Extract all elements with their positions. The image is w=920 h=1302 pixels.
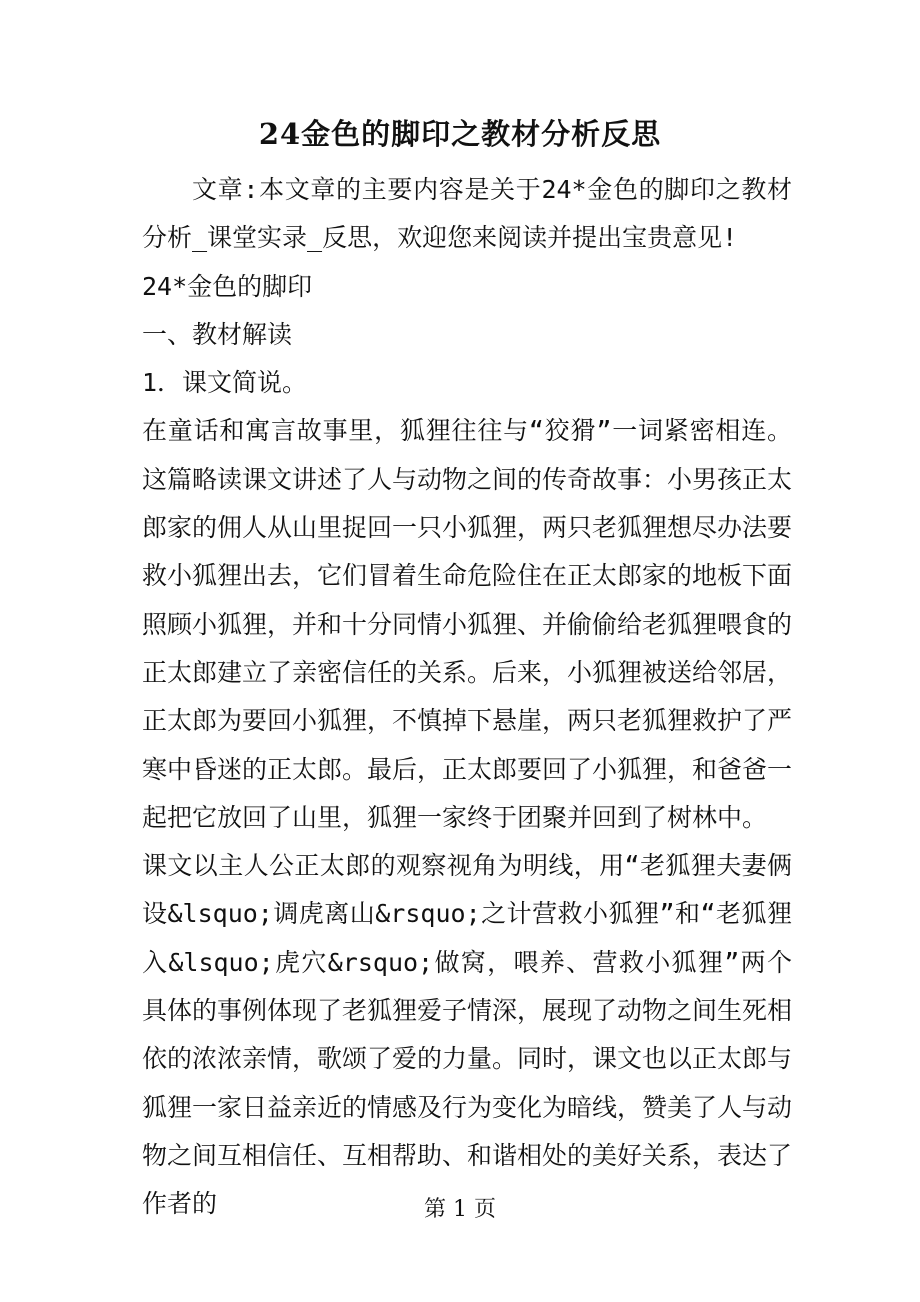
document-title: 24金色的脚印之教材分析反思 [258, 117, 662, 151]
sub-heading: 1．课文简说。 [142, 368, 308, 398]
intro-paragraph: 文章:本文章的主要内容是关于24*金色的脚印之教材分析_课堂实录_反思，欢迎您来阅读并提出宝贵意见! [142, 175, 792, 253]
section-heading: 一、教材解读 [142, 319, 293, 349]
page-number: 第 1 页 [424, 1197, 496, 1222]
body-paragraph-2: 课文以主人公正太郎的观察视角为明线，用“老狐狸夫妻俩设&lsquo;调虎离山&rsquo;之计营救小狐狸”和“老狐狸入&lsquo;虎穴&rsquo;做窝，喂养、营救小狐狸”两个具体的事例体现了老狐狸爱子情深，展现了动物之间生死相依的浓浓亲情，歌颂了爱的力量。同时，课文也以正太郎与狐狸一家日益亲近的情感及行为变化为暗线，赞美了人与动物之间互相信任、互相帮助、和谐相处的美好关系，表达了作者的 [142, 851, 793, 1219]
body-paragraph-1: 在童话和寓言故事里，狐狸往往与“狡猾”一词紧密相连。这篇略读课文讲述了人与动物之间的传奇故事：小男孩正太郎家的佣人从山里捉回一只小狐狸，两只老狐狸想尽办法要救小狐狸出去，它们冒着生命危险住在正太郎家的地板下面照顾小狐狸，并和十分同情小狐狸、并偷偷给老狐狸喂食的正太郎建立了亲密信任的关系。后来，小狐狸被送给邻居，正太郎为要回小狐狸，不慎掉下悬崖，两只老狐狸救护了严寒中昏迷的正太郎。最后，正太郎要回了小狐狸，和爸爸一起把它放回了山里，狐狸一家终于团聚并回到了树林中。 [142, 416, 793, 832]
article-subtitle: 24*金色的脚印 [142, 271, 313, 301]
document-body [142, 166, 792, 1229]
